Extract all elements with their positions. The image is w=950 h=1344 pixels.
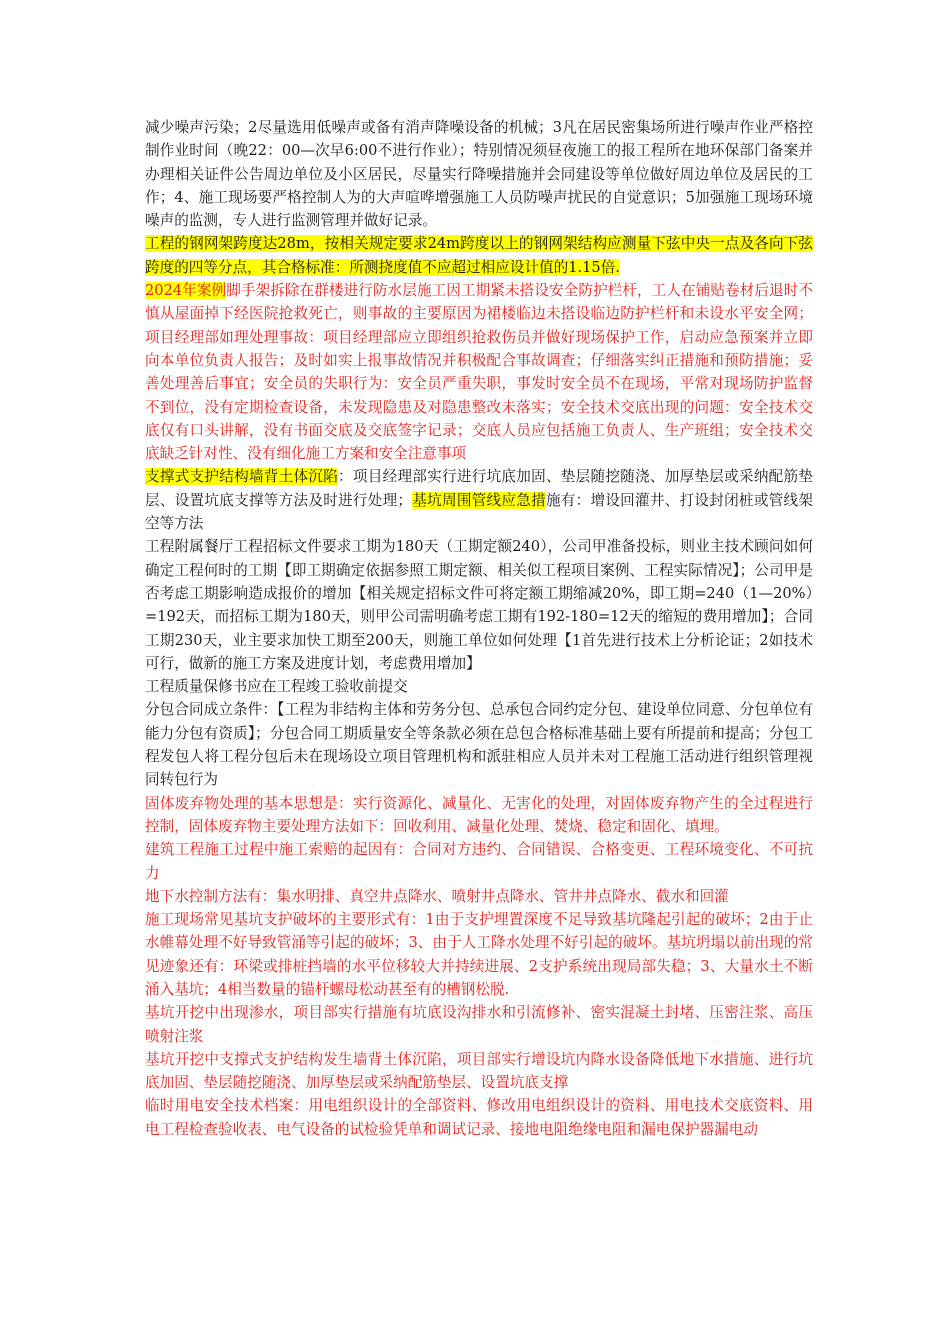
electric-archive-paragraph: 临时用电安全技术档案：用电组织设计的全部资料、修改用电组织设计的资料、用电技术交底资料、用电工程检查验收表、电气设备的试检验凭单和调试记录、接地电阻绝缘电阻和漏电保护器漏电动 [145,1097,813,1138]
subcontract-paragraph: 分包合同成立条件：【工程为非结构主体和劳务分包、总承包合同约定分包、建设单位同意、分包单位有能力分包有资质】；分包合同工期质量安全等条款必须在总包合格标准基础上要有所提前和提高；分包工程发包人将工程分包后未在现场设立项目管理机构和派驻相应人员并未对工程施工活动进行组织管理视同转包行为 [145,701,813,789]
support-settlement-label: 支撑式支护结构墙背土体沉陷 [145,468,339,486]
seepage-paragraph: 基坑开挖中出现渗水，项目部实行措施有坑底设沟排水和引流修补、密实混凝土封堵、压密注浆、高压喷射注浆 [145,1004,813,1045]
schedule-paragraph: 工程附属餐厅工程招标文件要求工期为180天（工期定额240），公司甲准备投标，则业主技术顾问如何确定工程何时的工期【即工期确定依据参照工期定额、相关似工程项目案例、工程实际情况】；公司甲是否考虑工期影响造成报价的增加【相关规定招标文件可将定额工期缩减20%，即工期=240（1—20%）=192天，而招标工期为180天，则甲公司需明确考虑工期有192-180=12天的缩短的费用增加】；合同工期230天，业主要求加快工期至200天，则施工单位如何处理【1首先进行技术上分析论证；2如技术可行，做新的施工方案及进度计划，考虑费用增加】 [145,538,813,672]
pit-settlement-paragraph: 基坑开挖中支撑式支护结构发生墙背土体沉陷，项目部实行增设坑内降水设备降低地下水措施、进行坑底加固、垫层随挖随浇、加厚垫层或采纳配筋垫层、设置坑底支撑 [145,1050,813,1092]
support-settlement-text: ：项目经理部实行进行坑底加固、垫层随挖随浇、加厚垫层或采纳配筋垫层、设置坑底支撑等方法及时进行处理； [145,468,813,509]
warranty-paragraph: 工程质量保修书应在工程竣工验收前提交 [145,678,408,696]
pit-failure-paragraph: 施工现场常见基坑支护破坏的主要形式有：1由于支护埋置深度不足导致基坑隆起引起的破坏；2由于止水帷幕处理不好导致管涌等引起的破坏；3、由于人工降水处理不好引起的破坏。基坑坍塌以前出现的常见迹象还有：环梁或排桩挡墙的水平位移较大并持续进展、2支护系统出现局部失稳；3、大量水土不断涌入基坑；4相当数量的锚杆螺母松动甚至有的槽钢松脱. [145,911,813,998]
steel-grid-highlight: 工程的钢网架跨度达28m，按相关规定要求24m跨度以上的钢网架结构应测量下弦中央一点及各向下弦跨度的四等分点，其合格标准：所测挠度值不应超过相应设计值的1.15倍. [145,235,813,276]
case-2024-label: 2024年案例 [145,282,227,300]
steel-grid-paragraph [145,232,813,279]
support-settlement-paragraph [145,465,813,535]
pipeline-emergency-label: 基坑周围管线应急措 [412,491,546,509]
noise-control-paragraph: 减少噪声污染；2尽量选用低噪声或备有消声降噪设备的机械；3凡在居民密集场所进行噪声作业严格控制作业时间（晚22：00—次早6:00不进行作业）；特别情况须昼夜施工的报工程所在地环保部门备案并办理相关证件公告周边单位及小区居民，尽量实行降噪措施并会同建设等单位做好周边单位及居民的工作；4、施工现场要严格控制人为的大声喧哗增强施工人员防噪声扰民的自觉意识；5加强施工现场环境噪声的监测，专人进行监测管理并做好记录。 [145,119,813,230]
groundwater-paragraph: 地下水控制方法有：集水明排、真空井点降水、喷射井点降水、管井井点降水、截水和回灌 [145,887,729,905]
claim-causes-paragraph: 建筑工程施工过程中施工索赔的起因有：合同对方违约、合同错误、合格变更、工程环境变化、不可抗力 [145,841,813,882]
document-page [145,116,813,1141]
case-2024-paragraph [145,279,813,465]
pipeline-emergency-text: 施有：增设回灌井、打设封闭桩或管线架空等方法 [145,491,813,533]
solid-waste-paragraph: 固体废弃物处理的基本思想是：实行资源化、减量化、无害化的处理，对固体废弃物产生的全过程进行控制，固体废弃物主要处理方法如下：回收利用、减量化处理、焚烧、稳定和固化、填埋。 [145,794,813,835]
case-2024-text: 脚手架拆除在群楼进行防水层施工因工期紧未搭设安全防护栏杆，工人在铺贴卷材后退时不慎从屋面掉下经医院抢救死亡，则事故的主要原因为裙楼临边未搭设临边防护栏杆和未设水平安全网；项目经理部如理处理事故：项目经理部应立即组织抢救伤员并做好现场保护工作，启动应急预案并立即向本单位负责人报告；及时如实上报事故情况并积极配合事故调查；仔细落实纠正措施和预防措施；妥善处理善后事宜；安全员的失职行为：安全员严重失职，事发时安全员不在现场，平常对现场防护监督不到位，没有定期检查设备，未发现隐患及对隐患整改未落实；安全技术交底出现的问题：安全技术交底仅有口头讲解，没有书面交底及交底签字记录；交底人员应包括施工负责人、生产班组；安全技术交底缺乏针对性、没有细化施工方案和安全注意事项 [145,282,813,463]
